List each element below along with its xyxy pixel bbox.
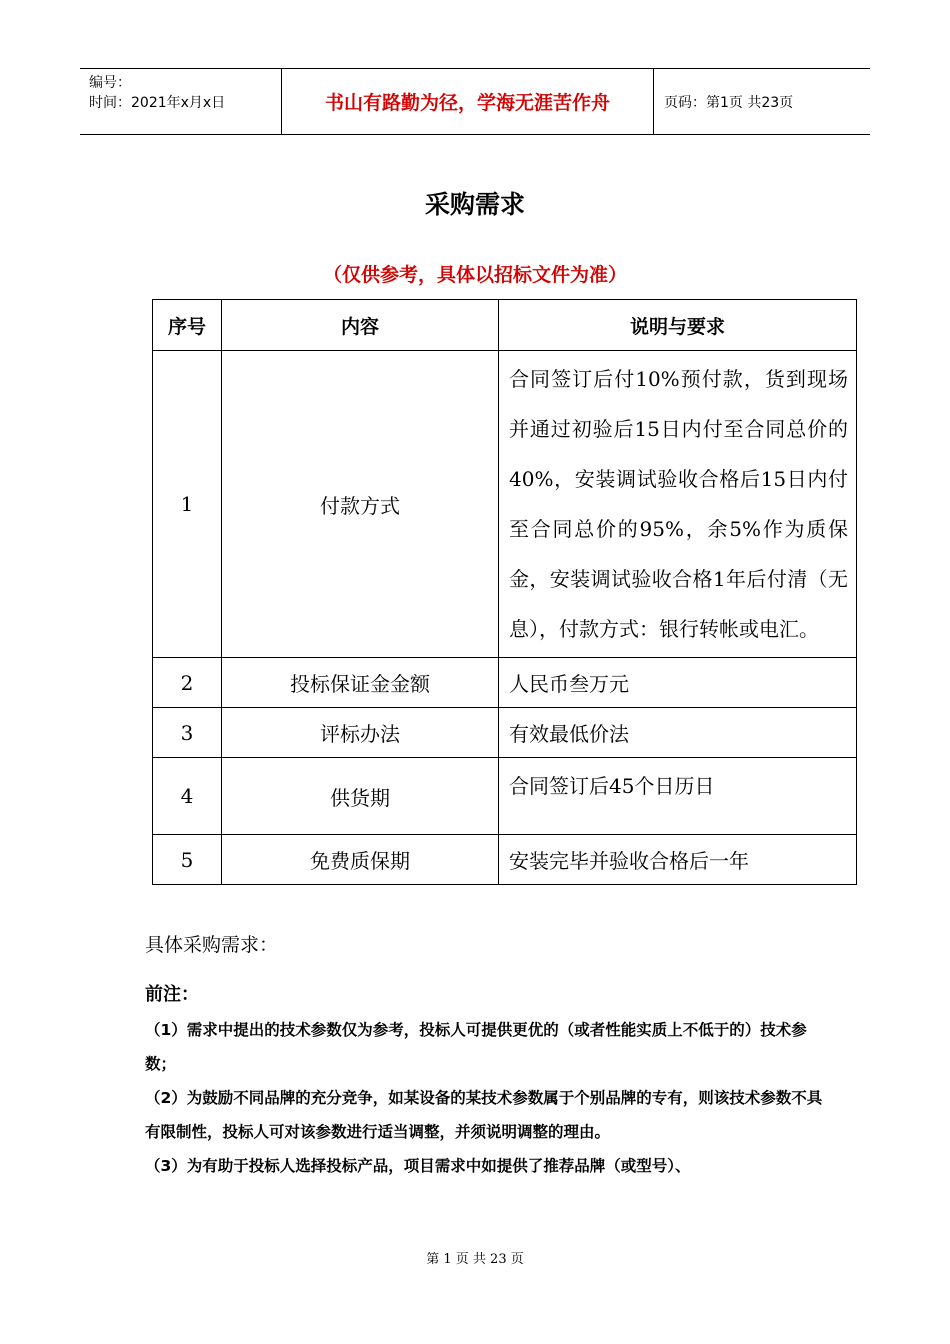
time-label: 时间：2021年x月x日 (89, 95, 226, 111)
row-no: 1 (153, 351, 222, 658)
row-desc: 人民币叁万元 (499, 658, 857, 708)
row-desc: 安装完毕并验收合格后一年 (499, 835, 857, 885)
row-content: 评标办法 (222, 708, 499, 758)
row-content: 付款方式 (222, 351, 499, 658)
document-subtitle: （仅供参考，具体以招标文件为准） (322, 264, 627, 286)
header-content: 内容 (222, 300, 499, 351)
header-motto: 书山有路勤为径，学海无涯苦作舟 (282, 69, 654, 134)
header-no: 序号 (153, 300, 222, 351)
code-label: 编号： (89, 75, 131, 91)
header-meta (80, 69, 282, 134)
notes-title: 前注： (145, 984, 199, 1005)
row-desc: 合同签订后45个日历日 (499, 758, 857, 835)
row-no: 5 (153, 835, 222, 885)
row-desc: 合同签订后付10%预付款，货到现场并通过初验后15日内付至合同总价的40%，安装调试验收合格后15日内付至合同总价的95%，余5%作为质保金，安装调试验收合格1年后付清（无息），付款方式：银行转帐或电汇。 (499, 351, 857, 658)
table-row (153, 351, 857, 658)
specific-requirements-label: 具体采购需求： (145, 934, 279, 956)
header-desc: 说明与要求 (499, 300, 857, 351)
row-no: 2 (153, 658, 222, 708)
preface-notes (145, 980, 825, 1183)
table-row (153, 758, 857, 835)
row-content: 投标保证金金额 (222, 658, 499, 708)
page-footer: 第 1 页 共 23 页 (426, 1252, 524, 1267)
page-header (80, 68, 870, 135)
row-desc: 有效最低价法 (499, 708, 857, 758)
row-no: 3 (153, 708, 222, 758)
table-row (153, 708, 857, 758)
document-title: 采购需求 (424, 190, 525, 219)
header-page-info: 页码：第1页 共23页 (664, 94, 794, 111)
table-header-row (153, 300, 857, 351)
row-content: 免费质保期 (222, 835, 499, 885)
note-item: （1）需求中提出的技术参数仅为参考，投标人可提供更优的（或者性能实质上不低于的）技术参数； (145, 1021, 807, 1073)
table-row (153, 658, 857, 708)
row-no: 4 (153, 758, 222, 835)
requirements-table (152, 299, 857, 885)
note-item: （2）为鼓励不同品牌的充分竞争，如某设备的某技术参数属于个别品牌的专有，则该技术参数不具有限制性，投标人可对该参数进行适当调整，并须说明调整的理由。 (145, 1089, 823, 1141)
table-row (153, 835, 857, 885)
note-item: （3）为有助于投标人选择投标产品，项目需求中如提供了推荐品牌（或型号）、 (145, 1157, 691, 1175)
row-content: 供货期 (222, 758, 499, 835)
